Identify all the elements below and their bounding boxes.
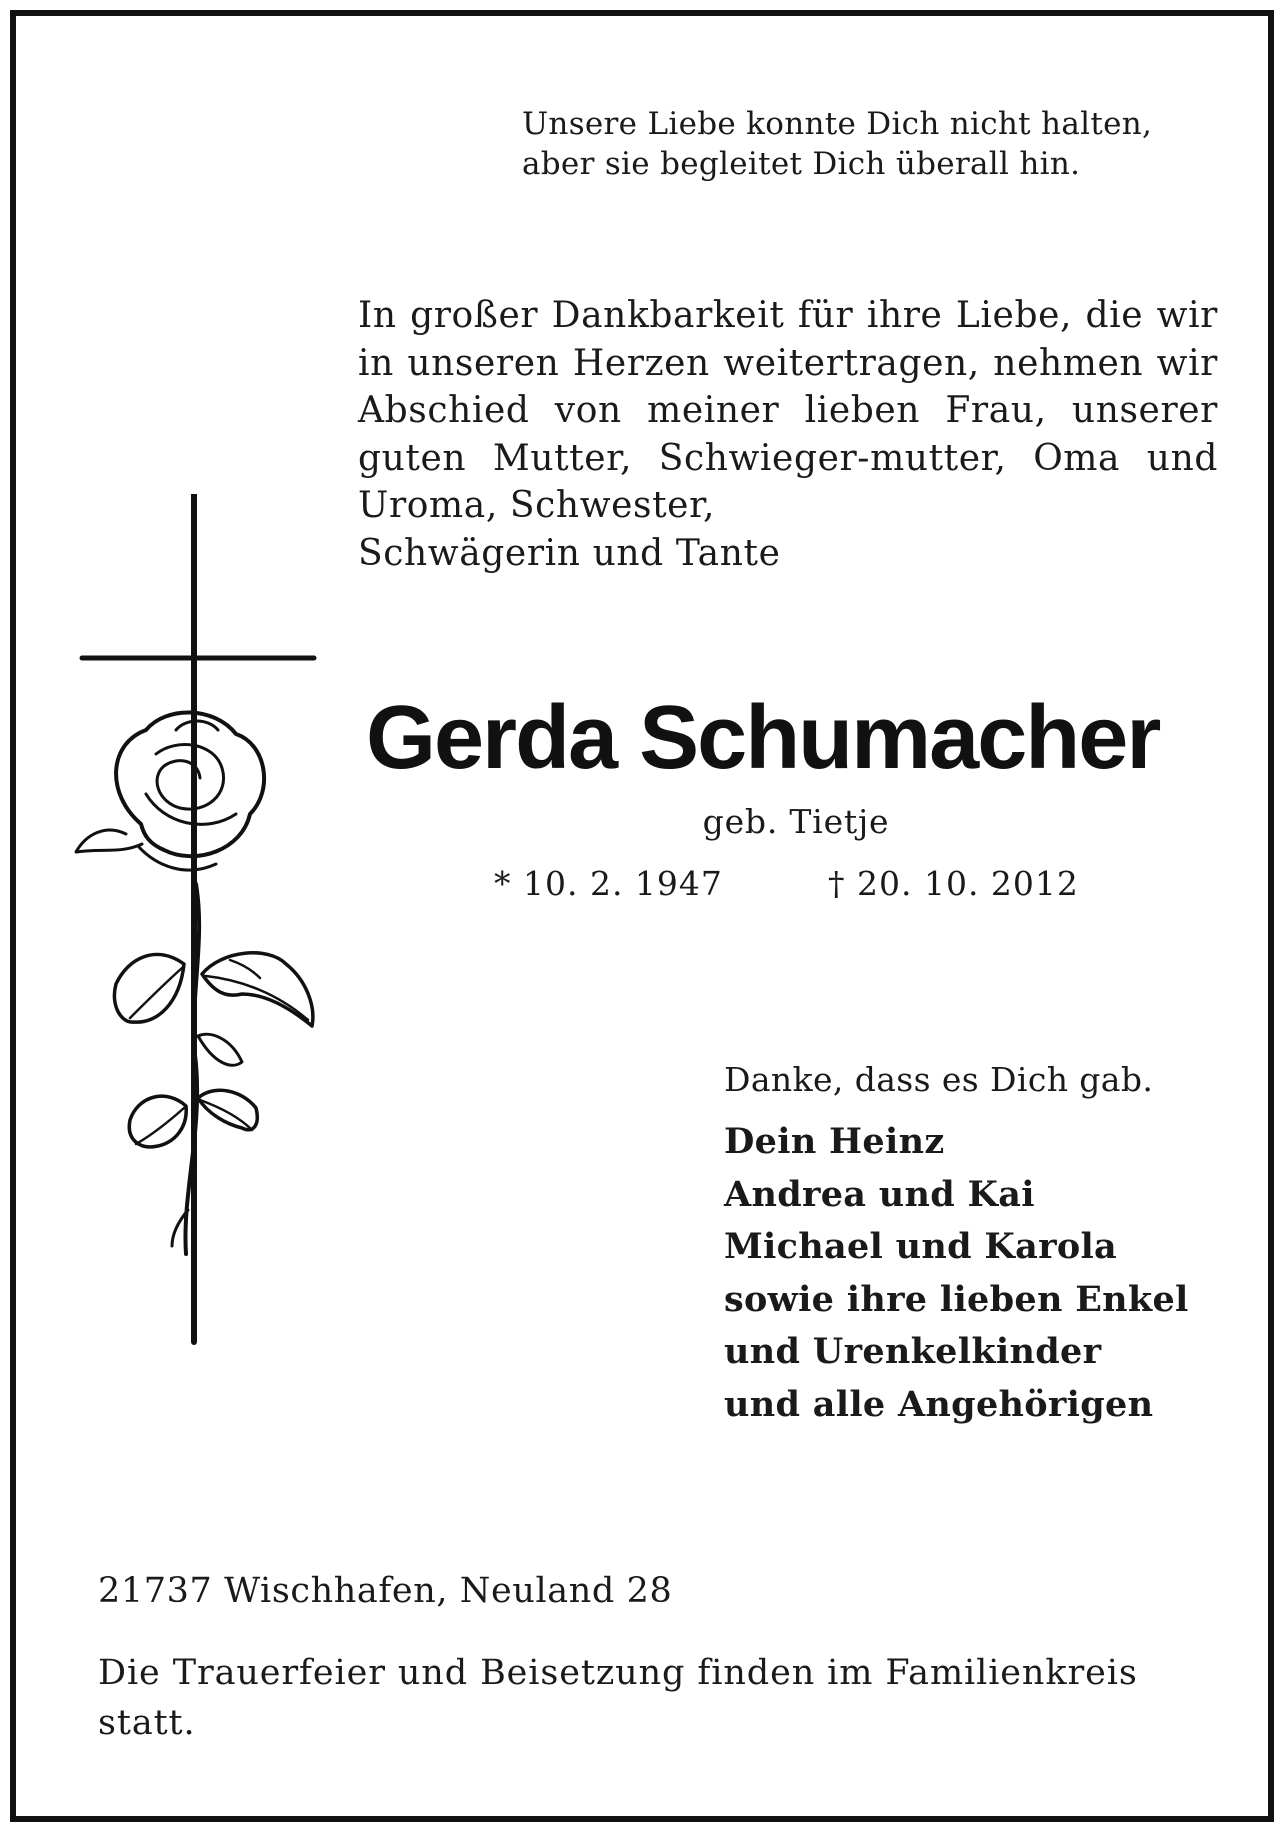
family-line: Dein Heinz [724,1121,945,1162]
intro-text: In großer Dankbarkeit für ihre Liebe, die wir in unseren Herzen weitertragen, nehmen wir Abschied von meiner lieben Frau, unserer guten Mutter, Schwieger-mutter, Oma und Uroma, Schwester, [358,295,1218,526]
family-line: und Urenkelkinder [724,1331,1102,1372]
motto-line-2: aber sie begleitet Dich überall hin. [522,146,1081,182]
address: 21737 Wischhafen, Neuland 28 [98,1571,673,1611]
family-line: Andrea und Kai [724,1173,1035,1215]
intro-paragraph [358,292,1218,577]
family-line: sowie ihre lieben Enkel [724,1278,1189,1320]
birth-date: * 10. 2. 1947 [494,864,723,903]
deceased-name: Gerda Schumacher [366,688,1160,788]
family-signatures [724,1116,1264,1431]
ceremony-note: Die Trauerfeier und Beisetzung finden im Familienkreis statt. [98,1653,1138,1743]
death-date: † 20. 10. 2012 [828,864,1079,903]
family-line: und alle Angehörigen [724,1383,1154,1425]
family-line: Michael und Karola [724,1226,1118,1267]
obituary-frame [10,10,1274,1822]
life-dates [494,864,1214,904]
motto-line-1: Unsere Liebe konnte Dich nicht halten, [522,106,1153,142]
intro-last-line: Schwägerin und Tante [358,532,781,574]
cross-with-rose-icon [46,494,346,1354]
thanks-line: Danke, dass es Dich gab. [724,1060,1154,1099]
birth-name: geb. Tietje [702,802,890,841]
motto [522,104,1242,184]
